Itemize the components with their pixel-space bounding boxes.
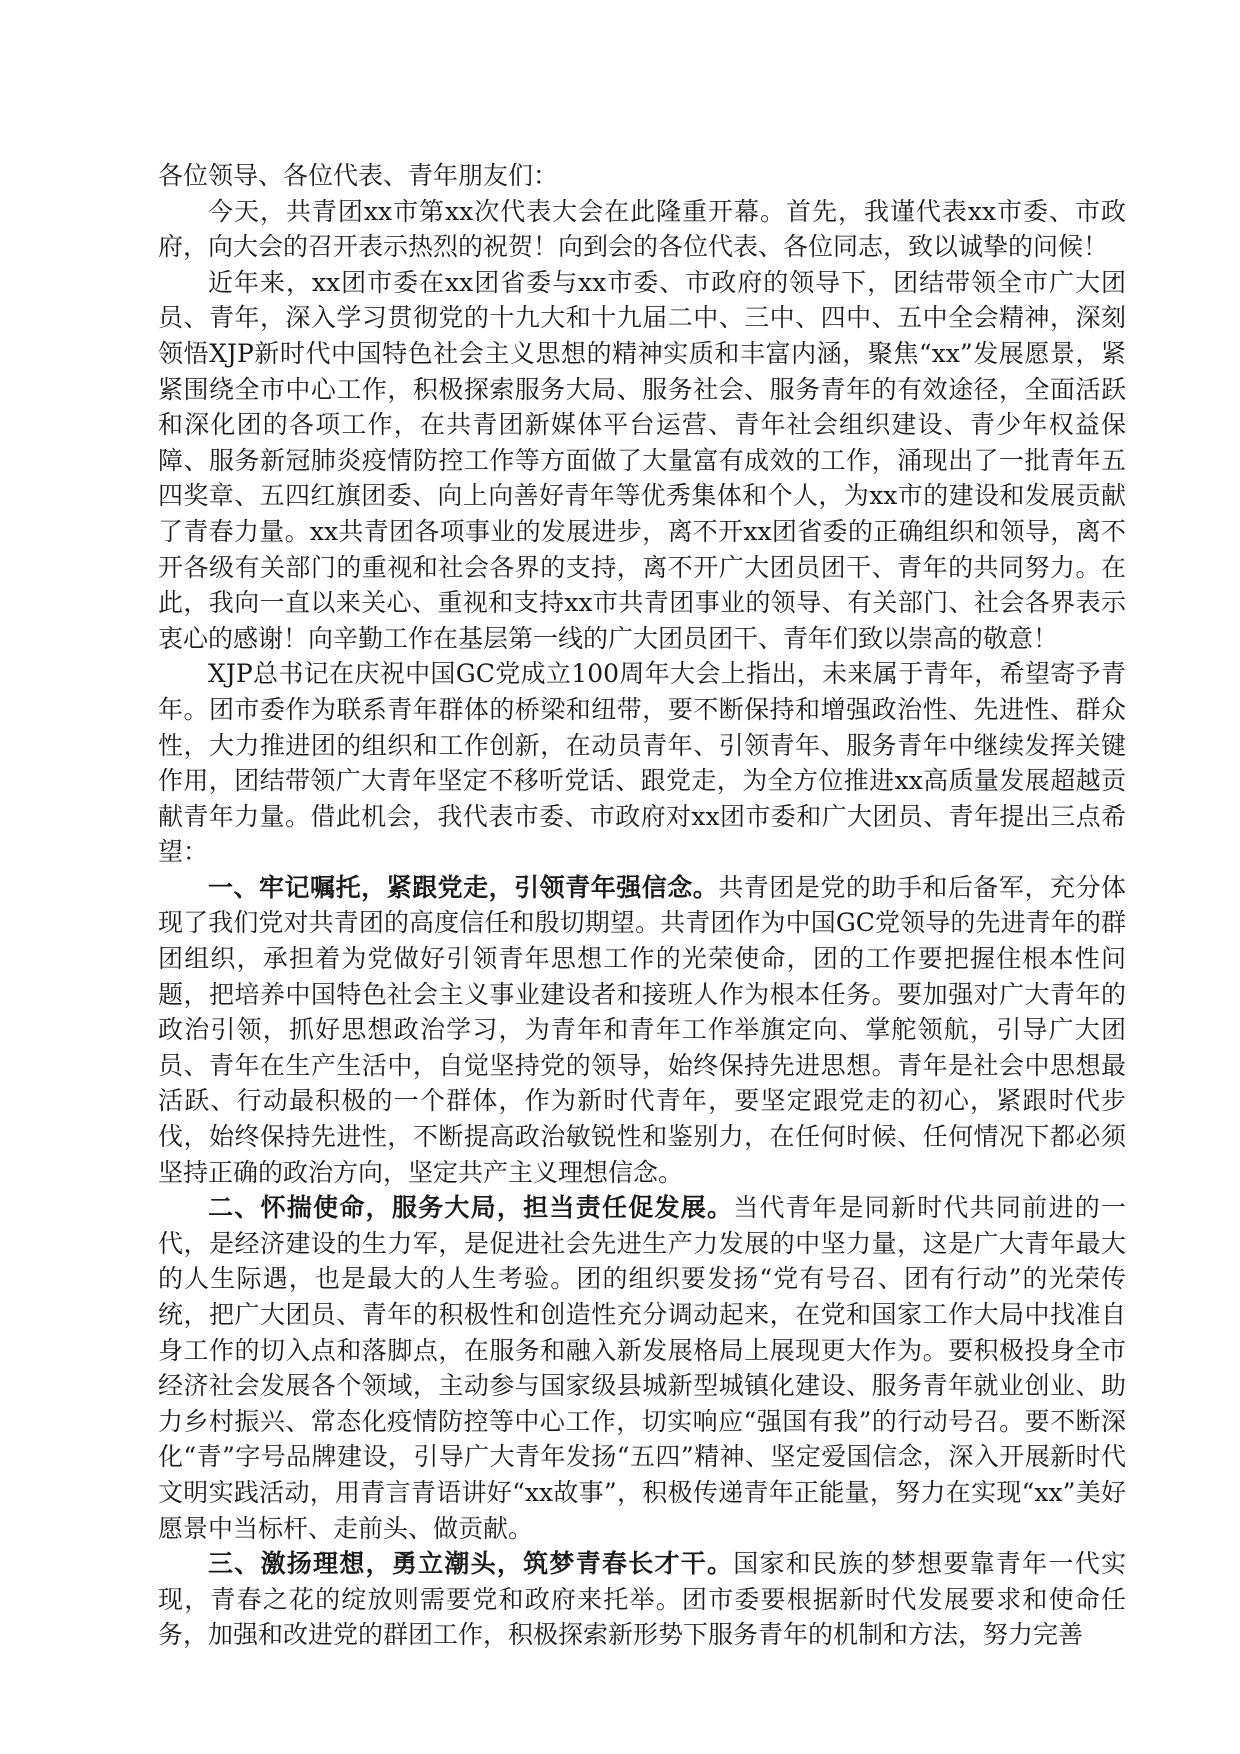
paragraph-text: 今天，共青团xx市第xx次代表大会在此隆重开幕。首先，我谨代表xx市委、市政府，向大会的召开表示热烈的祝贺！向到会的各位代表、各位同志，致以诚挚的问候！ bbox=[158, 196, 1126, 262]
paragraph-text: 国家和民族的梦想要靠青年一代实现，青春之花的绽放则需要党和政府来托举。团市委要根据新时代发展要求和使命任务，加强和改进党的群团工作，积极探索新形势下服务青年的机制和方法，努力完善 bbox=[158, 1549, 1126, 1650]
paragraph-expectations-intro bbox=[158, 656, 1126, 870]
paragraph-opening bbox=[158, 194, 1126, 265]
paragraph-lead-heading: 二、怀揣使命，服务大局，担当责任促发展。 bbox=[208, 1193, 734, 1223]
paragraph-text: XJP总书记在庆祝中国GC党成立100周年大会上指出，未来属于青年，希望寄予青年。团市委作为联系青年群体的桥梁和纽带，要不断保持和增强政治性、先进性、群众性，大力推进团的组织和工作创新，在动员青年、引领青年、服务青年中继续发挥关键作用，团结带领广大青年坚定不移听党话、跟党走，为全方位推进xx高质量发展超越贡献青年力量。借此机会，我代表市委、市政府对xx团市委和广大团员、青年提出三点希望： bbox=[158, 659, 1126, 867]
paragraph-point-three bbox=[158, 1546, 1126, 1653]
paragraph-text: 当代青年是同新时代共同前进的一代，是经济建设的生力军，是促进社会先进生产力发展的中坚力量，这是广大青年最大的人生际遇，也是最大的人生考验。团的组织要发扬“党有号召、团有行动”的光荣传统，把广大团员、青年的积极性和创造性充分调动起来，在党和国家工作大局中找准自身工作的切入点和落脚点，在服务和融入新发展格局上展现更大作为。要积极投身全市经济社会发展各个领域，主动参与国家级县城新型城镇化建设、服务青年就业创业、助力乡村振兴、常态化疫情防控等中心工作，切实响应“强国有我”的行动号召。要不断深化“青”字号品牌建设，引导广大青年发扬“五四”精神、坚定爱国信念，深入开展新时代文明实践活动，用青言青语讲好“xx故事”，积极传递青年正能量，努力在实现“xx”美好愿景中当标杆、走前头、做贡献。 bbox=[158, 1193, 1126, 1543]
paragraph-lead-heading: 三、激扬理想，勇立潮头，筑梦青春长才干。 bbox=[208, 1549, 734, 1579]
paragraph-point-two bbox=[158, 1190, 1126, 1546]
paragraph-point-one bbox=[158, 870, 1126, 1190]
paragraph-text: 近年来，xx团市委在xx团省委与xx市委、市政府的领导下，团结带领全市广大团员、青年，深入学习贯彻党的十九大和十九届二中、三中、四中、五中全会精神，深刻领悟XJP新时代中国特色社会主义思想的精神实质和丰富内涵，聚焦“xx”发展愿景，紧紧围绕全市中心工作，积极探索服务大局、服务社会、服务青年的有效途径，全面活跃和深化团的各项工作，在共青团新媒体平台运营、青年社会组织建设、青少年权益保障、服务新冠肺炎疫情防控工作等方面做了大量富有成效的工作，涌现出了一批青年五四奖章、五四红旗团委、向上向善好青年等优秀集体和个人，为xx市的建设和发展贡献了青春力量。xx共青团各项事业的发展进步，离不开xx团省委的正确组织和领导，离不开各级有关部门的重视和社会各界的支持，离不开广大团员团干、青年的共同努力。在此，我向一直以来关心、重视和支持xx市共青团事业的领导、有关部门、社会各界表示衷心的感谢！向辛勤工作在基层第一线的广大团员团干、青年们致以崇高的敬意！ bbox=[158, 267, 1126, 653]
salutation: 各位领导、各位代表、青年朋友们： bbox=[158, 161, 559, 190]
paragraph-text: 共青团是党的助手和后备军，充分体现了我们党对共青团的高度信任和殷切期望。共青团作为中国GC党领导的先进青年的群团组织，承担着为党做好引领青年思想工作的光荣使命，团的工作要把握住根本性问题，把培养中国特色社会主义事业建设者和接班人作为根本任务。要加强对广大青年的政治引领，抓好思想政治学习，为青年和青年工作举旗定向、掌舵领航，引导广大团员、青年在生产生活中，自觉坚持党的领导，始终保持先进思想。青年是社会中思想最活跃、行动最积极的一个群体，作为新时代青年，要坚定跟党走的初心，紧跟时代步伐，始终保持先进性，不断提高政治敏锐性和鉴别力，在任何时候、任何情况下都必须坚持正确的政治方向，坚定共产主义理想信念。 bbox=[158, 872, 1126, 1187]
paragraph-lead-heading: 一、牢记嘱托，紧跟党走，引领青年强信念。 bbox=[208, 872, 719, 902]
paragraph-achievements bbox=[158, 265, 1126, 657]
document-body bbox=[158, 158, 1126, 1653]
